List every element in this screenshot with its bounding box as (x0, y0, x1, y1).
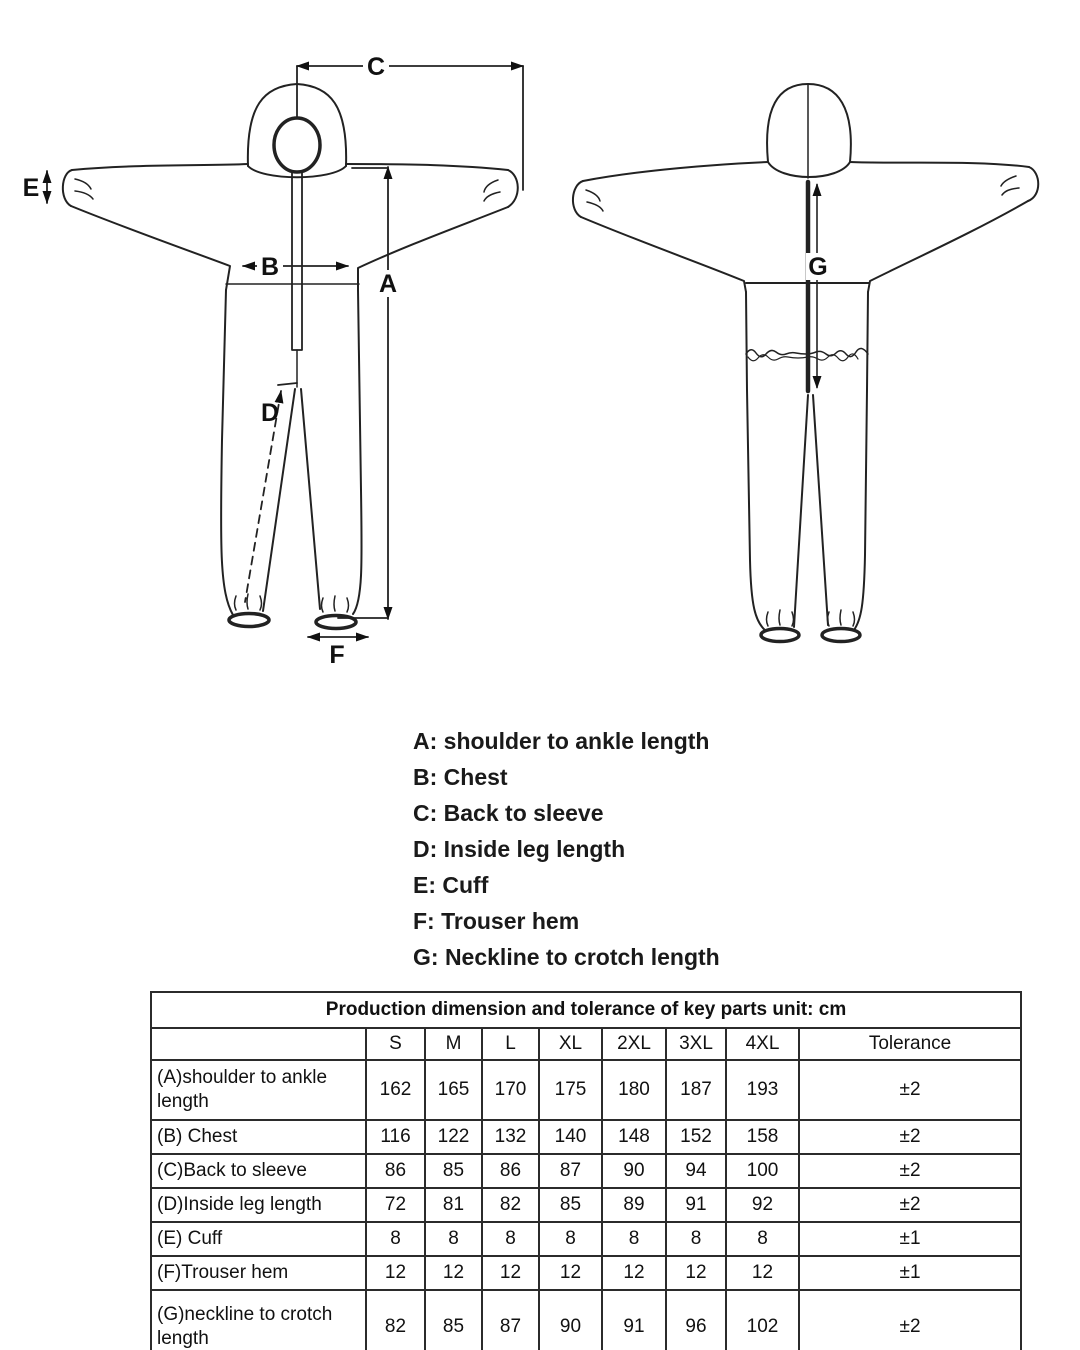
cell-value: 152 (666, 1120, 726, 1154)
legend-line-d: D: Inside leg length (413, 836, 626, 862)
table-row (151, 1188, 1021, 1222)
left-ankle-elastic (229, 614, 269, 627)
left-ankle-elastic (761, 629, 799, 642)
cell-value: 8 (726, 1222, 799, 1256)
row-label: (B) Chest (151, 1120, 366, 1154)
cell-value: 148 (602, 1120, 666, 1154)
cell-value: 81 (425, 1188, 482, 1222)
dim-label-a: A (378, 270, 398, 298)
right-leg-inner (301, 389, 320, 609)
left-cuff-gathers (75, 179, 93, 199)
size-table-container (150, 991, 1022, 1350)
left-leg-inner (794, 395, 808, 627)
left-arm-top (583, 162, 768, 181)
front-suit-outline (63, 84, 518, 629)
left-arm-top (72, 164, 248, 170)
dim-label-d: D (260, 399, 280, 427)
cell-value: 87 (482, 1290, 539, 1350)
cell-tolerance: ±1 (799, 1256, 1021, 1290)
cell-value: 91 (666, 1188, 726, 1222)
left-cuff-gathers (586, 190, 603, 211)
col-header-2xl: 2XL (602, 1028, 666, 1060)
cell-value: 170 (482, 1060, 539, 1120)
back-dimension-labels (806, 253, 831, 281)
dim-label-b: B (260, 253, 280, 281)
cell-value: 12 (602, 1256, 666, 1290)
cell-value: 89 (602, 1188, 666, 1222)
col-header-blank (151, 1028, 366, 1060)
cell-value: 187 (666, 1060, 726, 1120)
right-arm-top (346, 164, 508, 170)
dim-a-ticks (338, 168, 388, 618)
cell-value: 132 (482, 1120, 539, 1154)
right-cuff-gathers (1001, 176, 1019, 195)
back-view-diagram (550, 60, 1080, 660)
table-header-row (151, 1028, 1021, 1060)
cell-tolerance: ±2 (799, 1290, 1021, 1350)
legend-line-c: C: Back to sleeve (413, 800, 604, 826)
cell-value: 90 (602, 1154, 666, 1188)
cell-tolerance: ±2 (799, 1188, 1021, 1222)
col-header-4xl: 4XL (726, 1028, 799, 1060)
left-underarm (581, 217, 746, 292)
table-title: Production dimension and tolerance of key parts unit: cm (151, 992, 1021, 1028)
right-ankle-elastic (822, 629, 860, 642)
cell-value: 86 (366, 1154, 425, 1188)
cell-value: 158 (726, 1120, 799, 1154)
cell-value: 12 (366, 1256, 425, 1290)
cell-value: 8 (539, 1222, 602, 1256)
cell-value: 96 (666, 1290, 726, 1350)
cell-value: 72 (366, 1188, 425, 1222)
table-row (151, 1222, 1021, 1256)
left-cuff (63, 170, 72, 206)
cell-value: 12 (666, 1256, 726, 1290)
cell-value: 102 (726, 1290, 799, 1350)
table-row (151, 1060, 1021, 1120)
legend-line-a: A: shoulder to ankle length (413, 728, 710, 754)
dimension-legend (413, 723, 720, 975)
row-label: (G)neckline to crotch length (151, 1290, 366, 1350)
right-arm-top (850, 162, 1029, 167)
cell-value: 8 (602, 1222, 666, 1256)
row-label: (C)Back to sleeve (151, 1154, 366, 1188)
col-header-s: S (366, 1028, 425, 1060)
left-leg-outer (221, 290, 233, 615)
cell-value: 82 (482, 1188, 539, 1222)
row-label: (E) Cuff (151, 1222, 366, 1256)
cell-value: 8 (666, 1222, 726, 1256)
cell-value: 140 (539, 1120, 602, 1154)
dim-label-g: G (808, 253, 828, 281)
right-cuff-gathers (484, 180, 500, 201)
cell-value: 180 (602, 1060, 666, 1120)
front-dimension-labels (23, 53, 401, 669)
right-leg-outer (854, 292, 868, 630)
cell-tolerance: ±2 (799, 1154, 1021, 1188)
cell-value: 162 (366, 1060, 425, 1120)
cell-value: 85 (539, 1188, 602, 1222)
col-header-tolerance: Tolerance (799, 1028, 1021, 1060)
row-label: (D)Inside leg length (151, 1188, 366, 1222)
back-suit-outline (573, 84, 1038, 642)
cell-value: 87 (539, 1154, 602, 1188)
right-ankle-gathers (322, 596, 349, 612)
face-opening (274, 118, 320, 172)
cell-value: 175 (539, 1060, 602, 1120)
cell-value: 100 (726, 1154, 799, 1188)
cell-value: 12 (539, 1256, 602, 1290)
legend-line-g: G: Neckline to crotch length (413, 944, 720, 970)
right-leg-inner (813, 395, 828, 625)
cell-value: 116 (366, 1120, 425, 1154)
front-view-diagram (20, 40, 560, 680)
cell-value: 85 (425, 1154, 482, 1188)
cell-value: 8 (425, 1222, 482, 1256)
dim-label-c: C (366, 53, 386, 81)
col-header-3xl: 3XL (666, 1028, 726, 1060)
cell-value: 12 (726, 1256, 799, 1290)
hood-outline (767, 84, 851, 162)
legend-line-b: B: Chest (413, 764, 508, 790)
left-ankle-gathers (235, 594, 262, 610)
cell-tolerance: ±2 (799, 1060, 1021, 1120)
left-cuff (573, 181, 583, 217)
cell-value: 193 (726, 1060, 799, 1120)
cell-value: 91 (602, 1290, 666, 1350)
col-header-xl: XL (539, 1028, 602, 1060)
zipper (292, 171, 302, 350)
table-row (151, 1290, 1021, 1350)
table-row (151, 1154, 1021, 1188)
table-row (151, 1256, 1021, 1290)
cell-value: 165 (425, 1060, 482, 1120)
right-cuff (508, 170, 518, 207)
dim-label-e: E (22, 174, 40, 202)
right-ankle-gathers (828, 610, 855, 626)
cell-value: 8 (366, 1222, 425, 1256)
right-underarm (868, 201, 1028, 292)
col-header-m: M (425, 1028, 482, 1060)
dim-d-tick (278, 383, 297, 385)
cell-value: 122 (425, 1120, 482, 1154)
row-label: (F)Trouser hem (151, 1256, 366, 1290)
col-header-l: L (482, 1028, 539, 1060)
right-leg-outer (353, 290, 362, 614)
front-dimension-lines (47, 66, 523, 637)
cell-value: 90 (539, 1290, 602, 1350)
cell-value: 12 (425, 1256, 482, 1290)
cell-tolerance: ±2 (799, 1120, 1021, 1154)
row-label: (A)shoulder to ankle length (151, 1060, 366, 1120)
cell-value: 86 (482, 1154, 539, 1188)
hood-bottom (768, 162, 850, 177)
size-table (150, 991, 1022, 1350)
left-ankle-gathers (767, 610, 794, 626)
legend-line-e: E: Cuff (413, 872, 489, 898)
cell-value: 94 (666, 1154, 726, 1188)
right-cuff (1028, 167, 1038, 201)
dim-label-f: F (329, 641, 345, 669)
left-underarm (71, 206, 230, 290)
legend-line-f: F: Trouser hem (413, 908, 580, 934)
table-row (151, 1120, 1021, 1154)
cell-value: 92 (726, 1188, 799, 1222)
left-leg-outer (746, 292, 766, 631)
cell-value: 85 (425, 1290, 482, 1350)
cell-value: 82 (366, 1290, 425, 1350)
cell-value: 8 (482, 1222, 539, 1256)
elastic-band-wave2 (748, 354, 858, 361)
cell-value: 12 (482, 1256, 539, 1290)
cell-tolerance: ±1 (799, 1222, 1021, 1256)
